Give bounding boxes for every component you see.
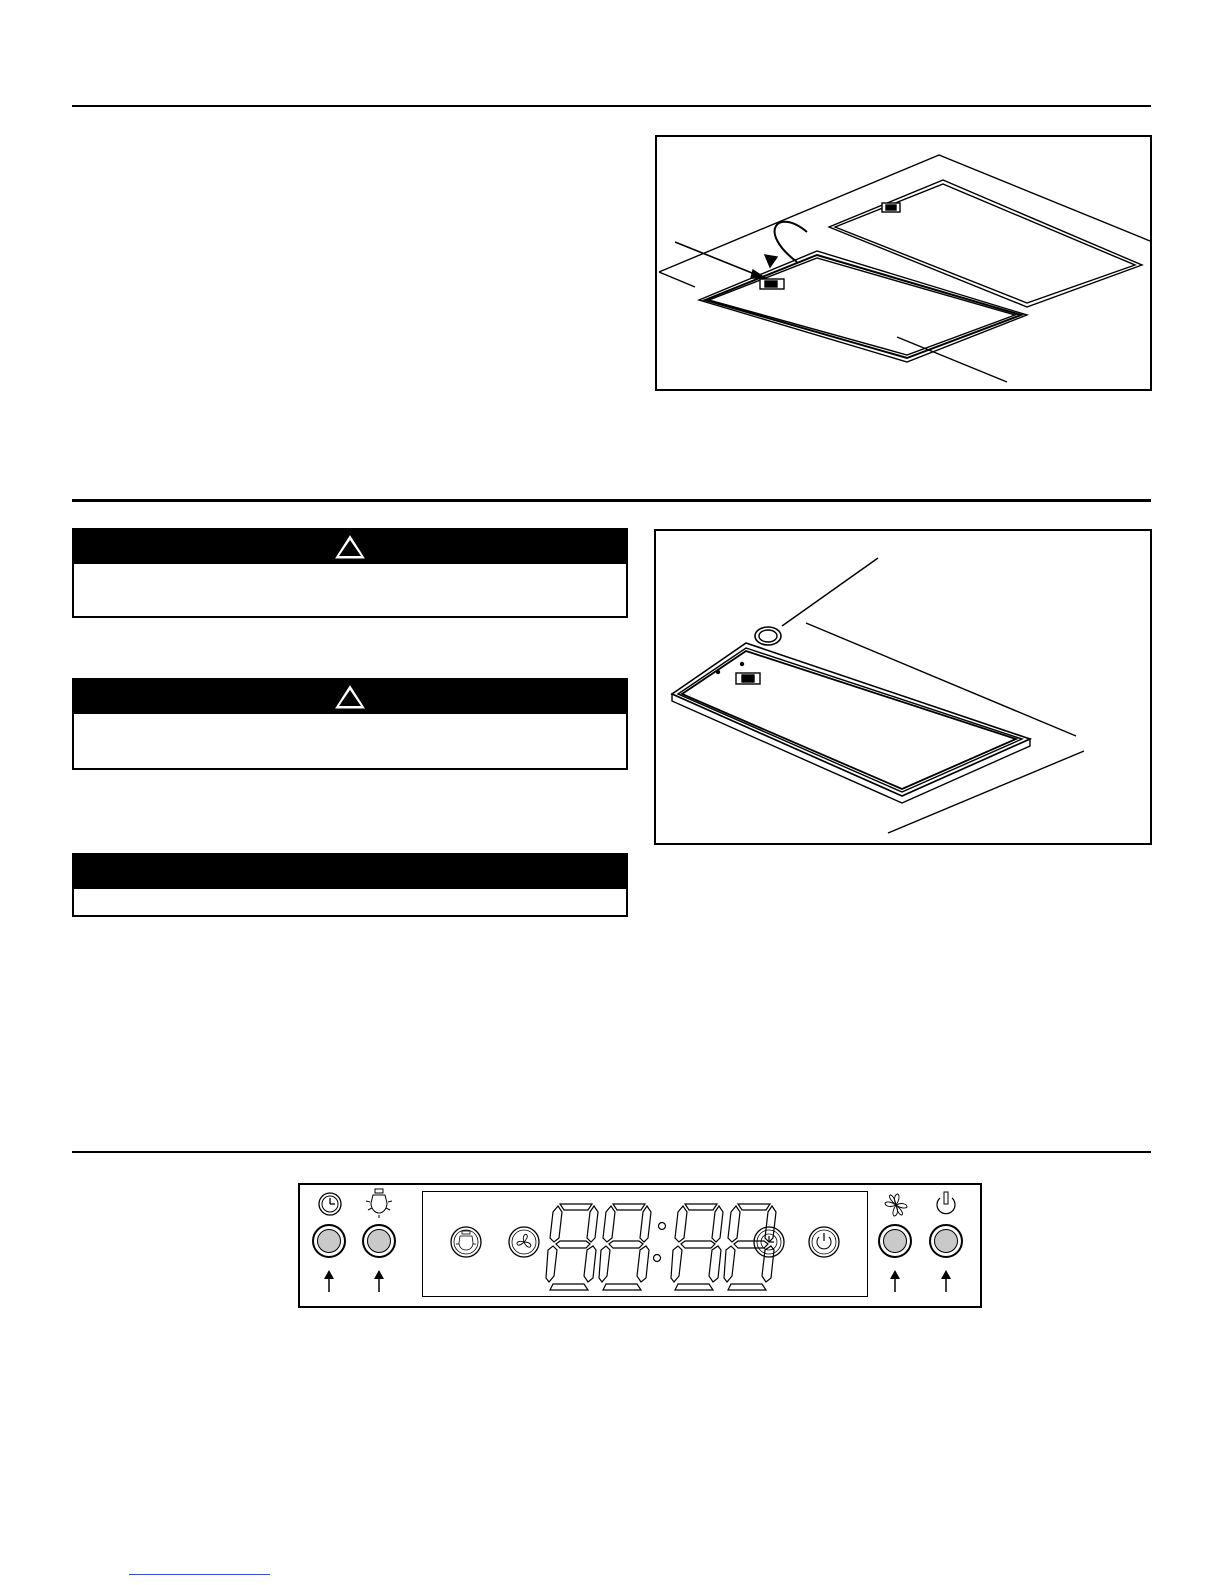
filter-install-figure xyxy=(655,135,1152,391)
section-divider-bottom xyxy=(72,1151,1151,1153)
power-symbol-icon xyxy=(932,1190,960,1218)
warning-triangle-icon xyxy=(333,533,367,561)
light-location-figure xyxy=(654,529,1152,845)
clock-button[interactable] xyxy=(312,1224,346,1258)
light-location-drawing xyxy=(656,531,1150,843)
footer-link-underline[interactable] xyxy=(129,1574,270,1575)
warning-header-2 xyxy=(74,680,626,714)
control-display xyxy=(422,1191,868,1297)
warning-box-1 xyxy=(72,528,628,618)
warning-box-2 xyxy=(72,678,628,770)
caution-header xyxy=(74,855,626,889)
arrow-up-icon xyxy=(888,1270,902,1292)
fan-symbol-icon xyxy=(881,1191,911,1219)
filter-install-drawing xyxy=(657,137,1150,389)
display-light-icon xyxy=(451,1227,481,1257)
clock-symbol-icon xyxy=(315,1191,345,1217)
arrow-up-icon xyxy=(322,1270,336,1292)
warning-header-1 xyxy=(74,530,626,564)
section-divider-middle xyxy=(72,499,1151,502)
display-digits xyxy=(546,1204,776,1290)
caution-box xyxy=(72,853,628,917)
control-panel xyxy=(298,1183,982,1308)
fan-button[interactable] xyxy=(878,1224,912,1258)
warning-text-1 xyxy=(74,564,626,588)
display-power-icon xyxy=(809,1227,839,1257)
display-drawing xyxy=(423,1192,866,1295)
display-fan-icon xyxy=(509,1227,539,1257)
light-symbol-icon xyxy=(363,1187,395,1219)
caution-text xyxy=(74,889,626,913)
arrow-up-icon xyxy=(939,1270,953,1292)
arrow-up-icon xyxy=(372,1270,386,1292)
warning-triangle-icon xyxy=(333,683,367,711)
power-button[interactable] xyxy=(929,1224,963,1258)
light-button[interactable] xyxy=(362,1224,396,1258)
warning-text-2 xyxy=(74,714,626,738)
section-divider-top xyxy=(72,105,1151,107)
